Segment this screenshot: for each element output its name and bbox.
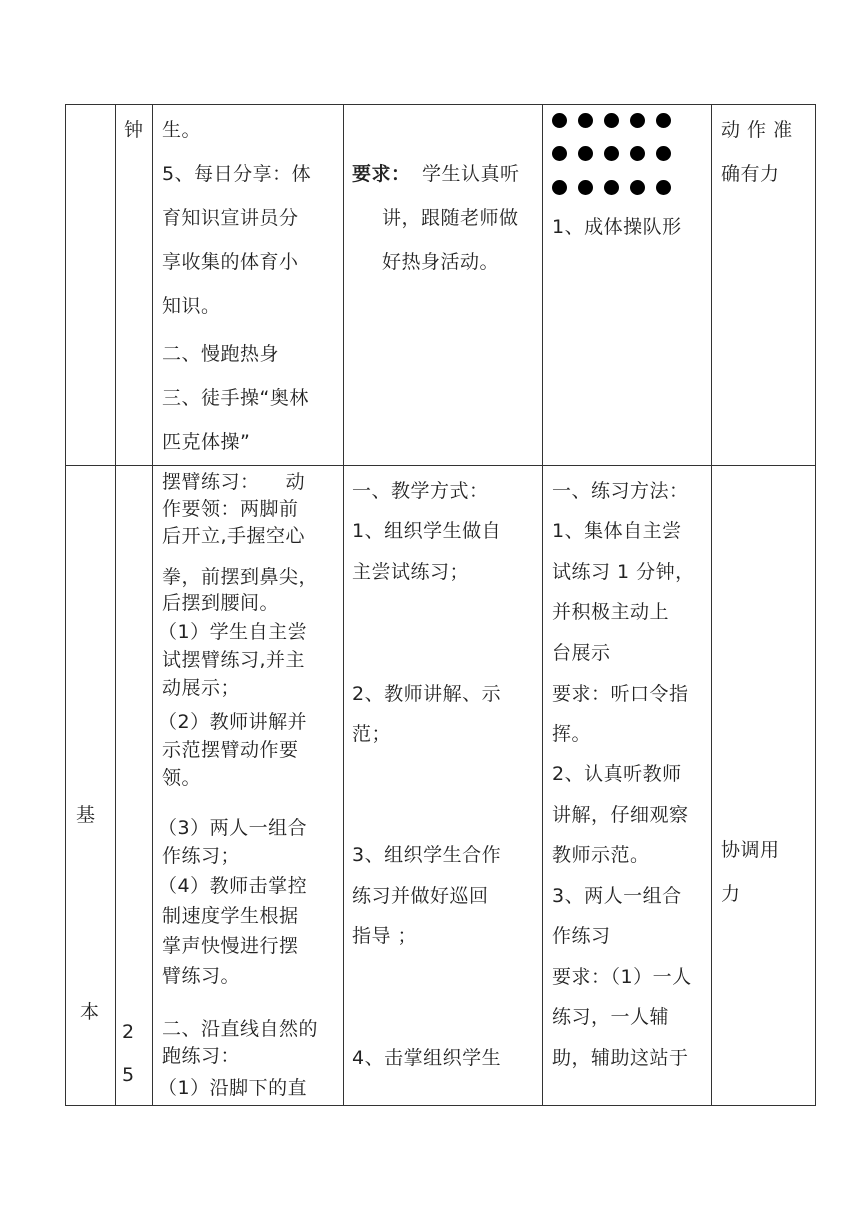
- student-dot: [552, 113, 567, 128]
- time-cell-text: 钟: [124, 119, 144, 141]
- practice-line: 练习，一人辅: [552, 1006, 670, 1028]
- column-border: [815, 104, 816, 1106]
- practice-line: 挥。: [552, 723, 592, 745]
- student-dot: [656, 146, 671, 161]
- content-line: 匹克体操”: [162, 431, 251, 453]
- table-bottom-border: [65, 1105, 816, 1106]
- content-line: 生。: [162, 119, 202, 141]
- content-line: 作要领：两脚前: [162, 498, 299, 520]
- content-line: 拳，前摆到鼻尖，: [162, 566, 319, 588]
- column-border: [542, 104, 543, 1106]
- requirement-line: 讲，跟随老师做: [382, 207, 519, 229]
- student-dot: [604, 113, 619, 128]
- content-line: 作练习；: [162, 845, 241, 867]
- requirement-label: 要求：: [352, 163, 411, 185]
- practice-line: 试练习 1 分钟，: [552, 561, 695, 583]
- content-line: （2）教师讲解并: [158, 711, 308, 733]
- assessment-line: 力: [721, 883, 741, 905]
- method-line: 1、组织学生做自: [352, 520, 502, 542]
- method-line: 一、教学方式：: [352, 480, 489, 502]
- content-line: 三、徒手操“奥林: [162, 387, 309, 409]
- method-line: 4、击掌组织学生: [352, 1047, 502, 1069]
- content-line: （3）两人一组合: [158, 817, 308, 839]
- column-border: [152, 104, 153, 1106]
- content-line: 试摆臂练习,并主: [162, 649, 306, 671]
- content-line: 制速度学生根据: [162, 905, 299, 927]
- practice-line: 讲解，仔细观察: [552, 804, 689, 826]
- student-dot: [656, 180, 671, 195]
- time-digit: 5: [122, 1064, 135, 1086]
- method-line: 主尝试练习；: [352, 561, 470, 583]
- column-border: [343, 104, 344, 1106]
- time-digit: 2: [122, 1021, 135, 1043]
- student-dot: [552, 180, 567, 195]
- student-dot: [630, 180, 645, 195]
- student-dot: [604, 146, 619, 161]
- practice-line: 要求：听口令指: [552, 683, 689, 705]
- student-dot: [578, 180, 593, 195]
- practice-line: 作练习: [552, 925, 611, 947]
- content-line: 后开立,手握空心: [162, 525, 306, 547]
- content-line: 掌声快慢进行摆: [162, 935, 299, 957]
- method-line: 指导 ；: [352, 925, 418, 947]
- practice-line: 助，辅助这站于: [552, 1047, 689, 1069]
- column-border: [115, 104, 116, 1106]
- content-line: 二、慢跑热身: [162, 343, 280, 365]
- content-line: 臂练习。: [162, 965, 241, 987]
- content-line: 动展示；: [162, 677, 241, 699]
- practice-line: 2、认真听教师: [552, 763, 682, 785]
- content-line: 育知识宣讲员分: [162, 207, 299, 229]
- column-border: [65, 104, 66, 1106]
- student-dot: [552, 146, 567, 161]
- student-dot: [656, 113, 671, 128]
- method-line: 范；: [352, 723, 392, 745]
- part-label: 基: [76, 804, 96, 826]
- column-border: [711, 104, 712, 1106]
- practice-line: 3、两人一组合: [552, 885, 682, 907]
- student-dot: [604, 180, 619, 195]
- assessment-line: 确有力: [721, 163, 780, 185]
- practice-line: 台展示: [552, 642, 611, 664]
- practice-line: 要求：（1）一人: [552, 966, 692, 988]
- practice-line: 1、集体自主尝: [552, 520, 682, 542]
- content-line: 跑练习：: [162, 1045, 241, 1067]
- student-dot: [578, 146, 593, 161]
- table-top-border: [65, 104, 816, 105]
- part-label: 本: [80, 1001, 100, 1023]
- content-line: 二、沿直线自然的: [162, 1018, 319, 1040]
- practice-line: 一、练习方法：: [552, 480, 689, 502]
- formation-label: 1、成体操队形: [552, 216, 682, 238]
- content-line: 享收集的体育小: [162, 251, 299, 273]
- content-line: 示范摆臂动作要: [162, 739, 299, 761]
- content-line: （1）沿脚下的直: [158, 1077, 308, 1099]
- practice-line: 并积极主动上: [552, 601, 670, 623]
- method-line: 练习并做好巡回: [352, 885, 489, 907]
- requirement-line: 学生认真听: [422, 163, 520, 185]
- requirement-line: 好热身活动。: [382, 251, 500, 273]
- content-line: 领。: [162, 767, 202, 789]
- content-line: 摆臂练习： 动: [162, 471, 306, 493]
- content-line: 知识。: [162, 295, 221, 317]
- content-line: （4）教师击掌控: [158, 875, 308, 897]
- row-divider: [65, 465, 816, 466]
- content-line: （1）学生自主尝: [158, 621, 308, 643]
- student-dot: [578, 113, 593, 128]
- student-dot: [630, 146, 645, 161]
- assessment-line: 协调用: [721, 839, 780, 861]
- student-dot: [630, 113, 645, 128]
- method-line: 3、组织学生合作: [352, 844, 502, 866]
- method-line: 2、教师讲解、示: [352, 683, 502, 705]
- practice-line: 教师示范。: [552, 844, 650, 866]
- assessment-line: 动 作 准: [721, 119, 793, 141]
- content-line: 后摆到腰间。: [162, 592, 280, 614]
- content-line: 5、每日分享：体: [162, 163, 312, 185]
